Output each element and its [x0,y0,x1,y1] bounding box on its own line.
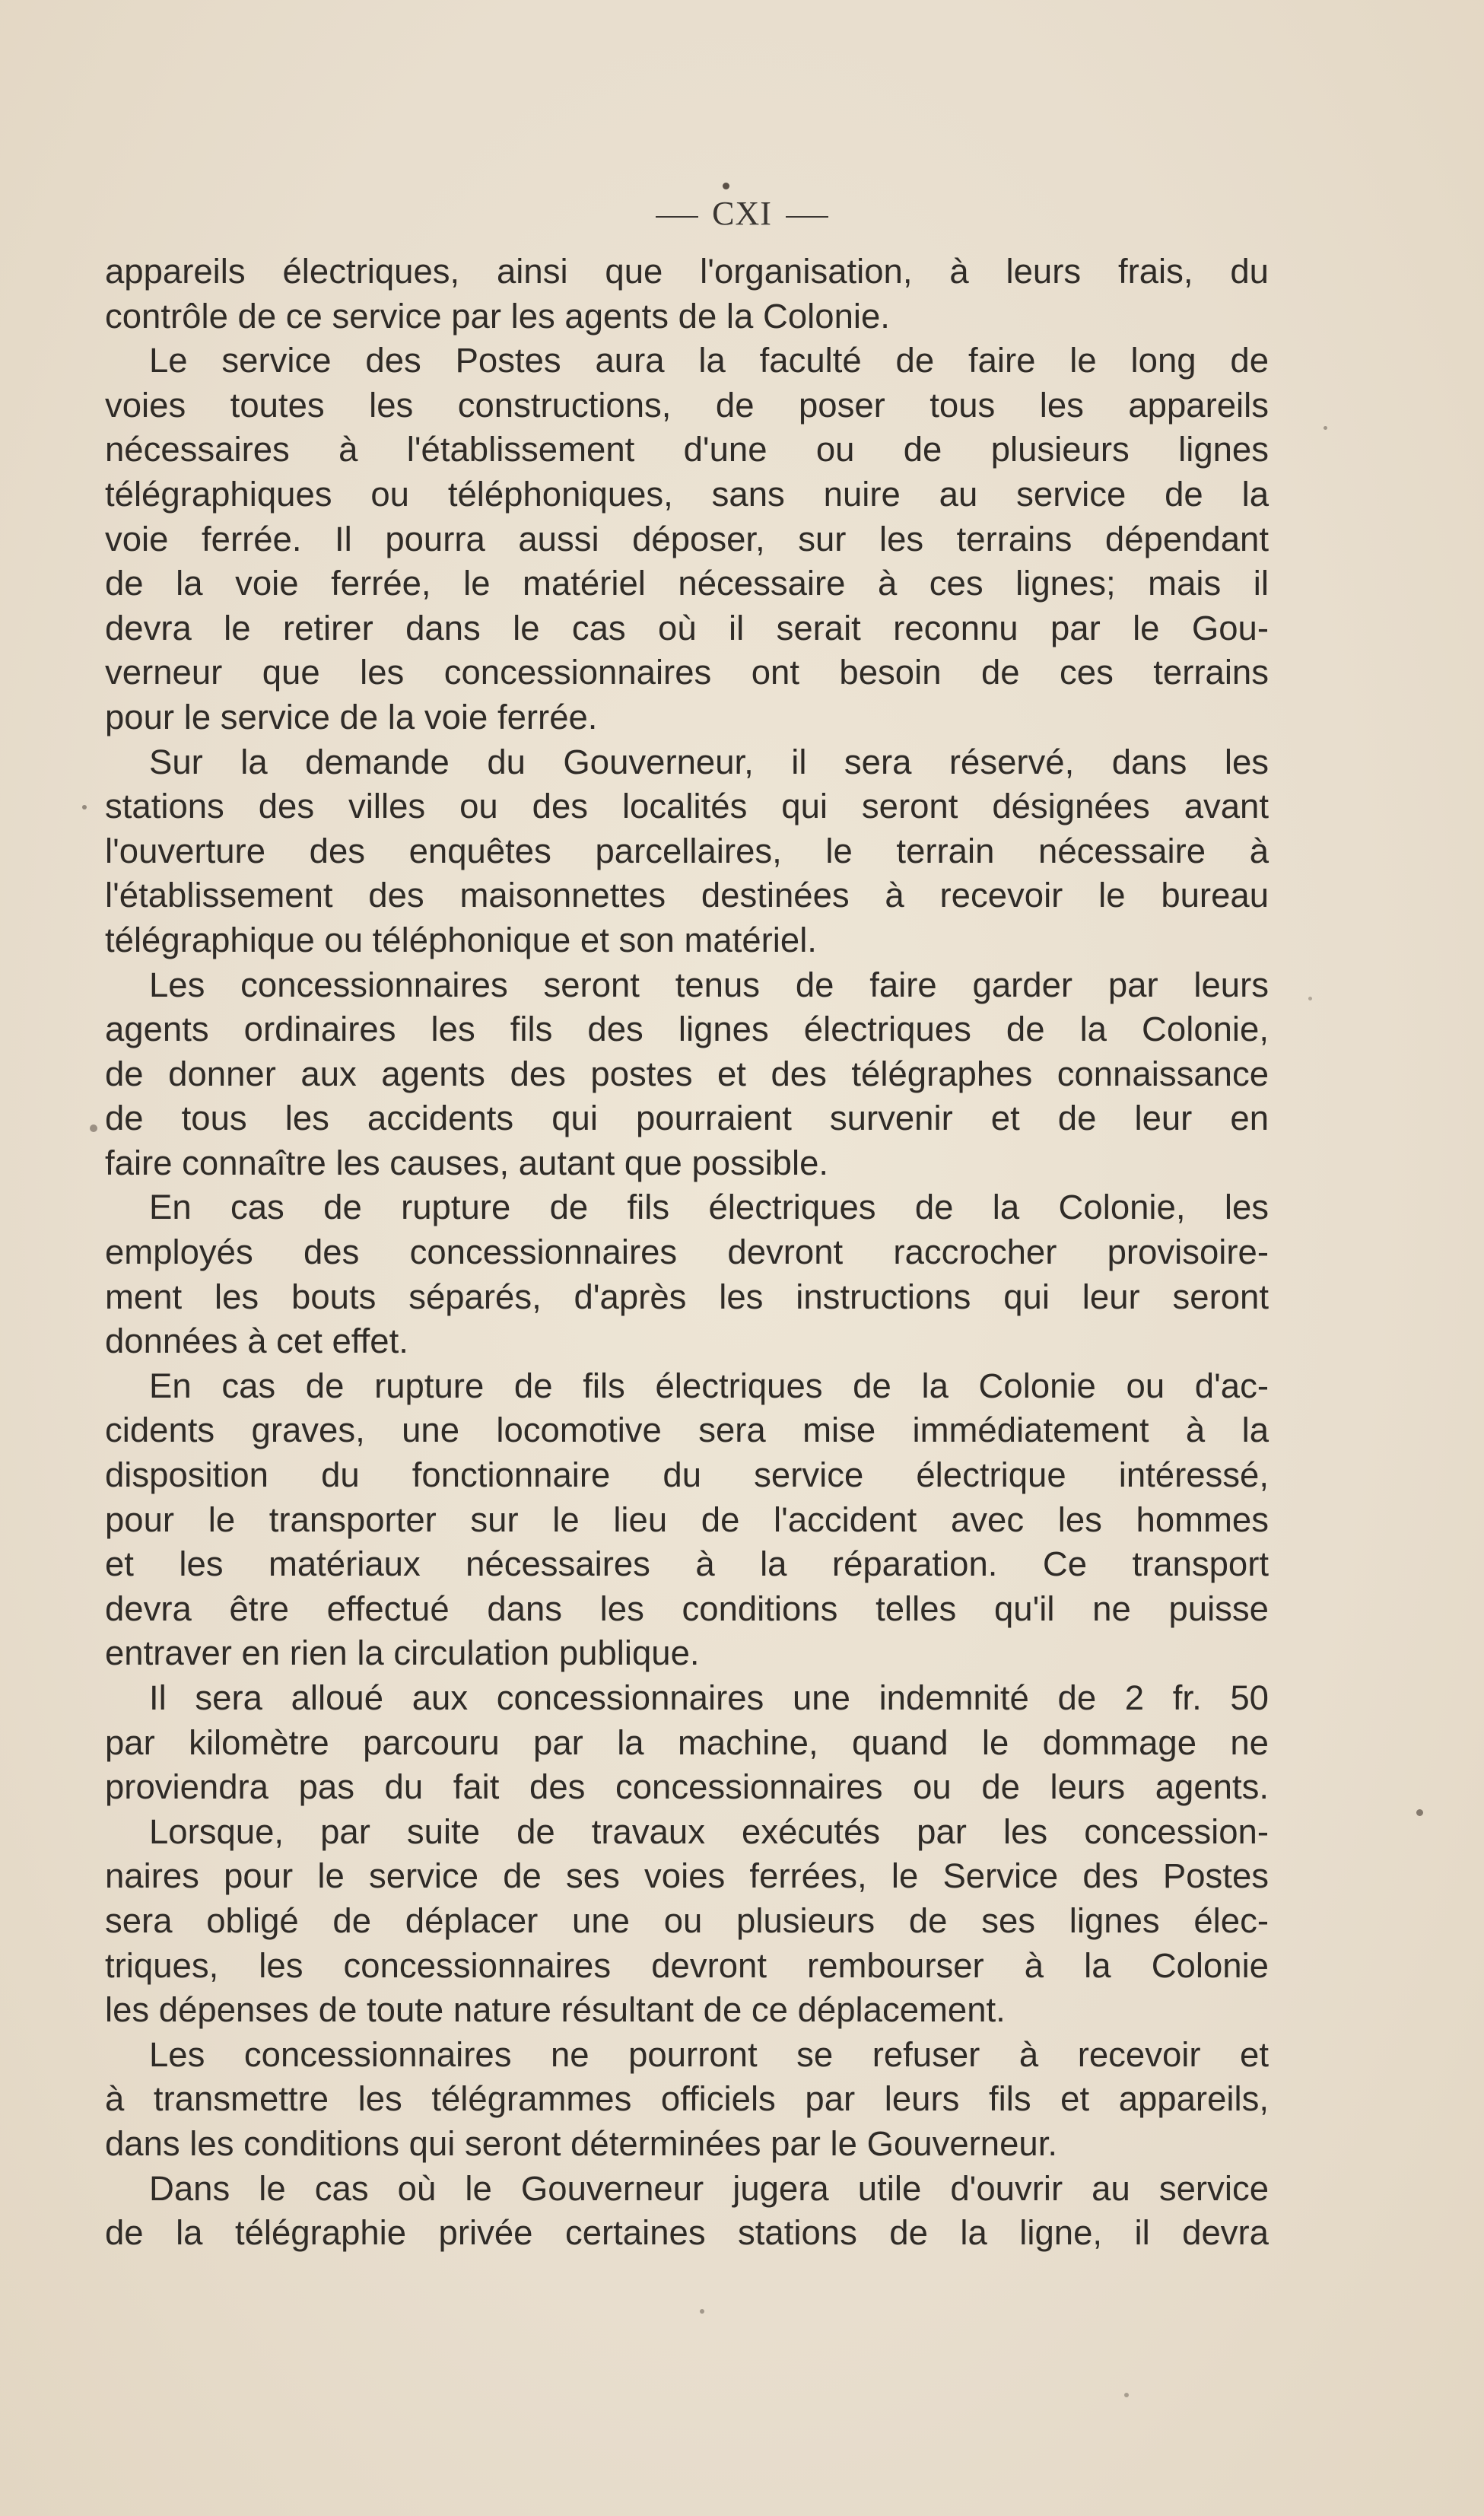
text-line: nécessaires à l'établissement d'une ou de plusieurs lignes [105,430,1269,469]
text-line: triques, les concessionnaires devront rembourser à la Colonie [105,1945,1269,1985]
text-line: contrôle de ce service par les agents de la Colonie. [105,296,890,336]
text-line: Les concessionnaires ne pourront se refuser à recevoir et [149,2034,1269,2074]
text-line: ment les bouts séparés, d'après les instructions qui leur seront [105,1277,1269,1316]
text-line: entraver en rien la circulation publique. [105,1633,700,1673]
text-line: de donner aux agents des postes et des télégraphes connaissance [105,1054,1269,1093]
text-line: par kilomètre parcouru par la machine, quand le dommage ne [105,1722,1269,1762]
text-line: En cas de rupture de fils électriques de la Colonie ou d'ac- [149,1366,1269,1405]
text-line: Dans le cas où le Gouverneur jugera utile d'ouvrir au service [149,2168,1269,2208]
text-line: disposition du fonctionnaire du service électrique intéressé, [105,1455,1269,1495]
ink-spot [1124,2393,1129,2397]
text-line: voies toutes les constructions, de poser tous les appareils [105,385,1269,425]
body-text [105,250,1269,2256]
text-line: stations des villes ou des localités qui seront désignées avant [105,787,1269,826]
text-line: Les concessionnaires seront tenus de faire garder par leurs [149,965,1269,1004]
text-line: les dépenses de toute nature résultant de ce déplacement. [105,1990,1006,2030]
header-dash-right [786,216,828,218]
text-line: télégraphiques ou téléphoniques, sans nuire au service de la [105,474,1269,514]
header-dash-left [656,216,698,218]
ink-spot [1308,997,1312,1000]
text-line: agents ordinaires les fils des lignes électriques de la Colonie, [105,1010,1269,1049]
text-line: télégraphique ou téléphonique et son matériel. [105,920,817,959]
ink-spot [90,1124,97,1132]
text-line: à transmettre les télégrammes officiels par leurs fils et appareils, [105,2079,1269,2119]
text-line: Lorsque, par suite de travaux exécutés par les concession- [149,1811,1269,1851]
text-line: employés des concessionnaires devront raccrocher provisoire- [105,1233,1269,1272]
text-line: appareils électriques, ainsi que l'organisation, à leurs frais, du [105,252,1269,291]
text-line: En cas de rupture de fils électriques de la Colonie, les [149,1188,1269,1227]
text-line: devra être effectué dans les conditions telles qu'il ne puisse [105,1589,1269,1628]
ink-spot [1324,426,1327,430]
text-line: proviendra pas du fait des concessionnaires ou de leurs agents. [105,1767,1269,1807]
ink-spot [723,183,729,189]
text-line: dans les conditions qui seront déterminées par le Gouverneur. [105,2123,1057,2163]
text-line: voie ferrée. Il pourra aussi déposer, sur les terrains dépendant [105,519,1269,558]
page-number: CXI [712,195,772,232]
text-line: Le service des Postes aura la faculté de faire le long de [149,341,1269,380]
text-line: verneur que les concessionnaires ont besoin de ces terrains [105,653,1269,692]
ink-spot [1416,1809,1423,1816]
text-line: de tous les accidents qui pourraient survenir et de leur en [105,1099,1269,1138]
text-line: faire connaître les causes, autant que possible. [105,1143,829,1182]
text-line: de la télégraphie privée certaines stations de la ligne, il devra [105,2213,1269,2253]
text-line: et les matériaux nécessaires à la réparation. Ce transport [105,1544,1269,1584]
text-line: pour le transporter sur le lieu de l'accident avec les hommes [105,1500,1269,1539]
text-line: devra le retirer dans le cas où il serait reconnu par le Gou- [105,608,1269,647]
text-line: l'ouverture des enquêtes parcellaires, le terrain nécessaire à [105,831,1269,870]
text-line: Sur la demande du Gouverneur, il sera réservé, dans les [149,742,1269,781]
ink-spot [82,805,87,810]
text-line: naires pour le service de ses voies ferrées, le Service des Postes [105,1856,1269,1896]
text-line: pour le service de la voie ferrée. [105,697,598,736]
text-line: l'établissement des maisonnettes destinées à recevoir le bureau [105,876,1269,915]
text-line: sera obligé de déplacer une ou plusieurs de ses lignes élec- [105,1901,1269,1940]
text-line: données à cet effet. [105,1322,408,1361]
text-line: de la voie ferrée, le matériel nécessaire à ces lignes; mais il [105,564,1269,603]
page-header [0,194,1484,233]
ink-spot [700,2309,704,2314]
text-line: Il sera alloué aux concessionnaires une indemnité de 2 fr. 50 [149,1678,1269,1717]
text-line: cidents graves, une locomotive sera mise immédiatement à la [105,1411,1269,1450]
